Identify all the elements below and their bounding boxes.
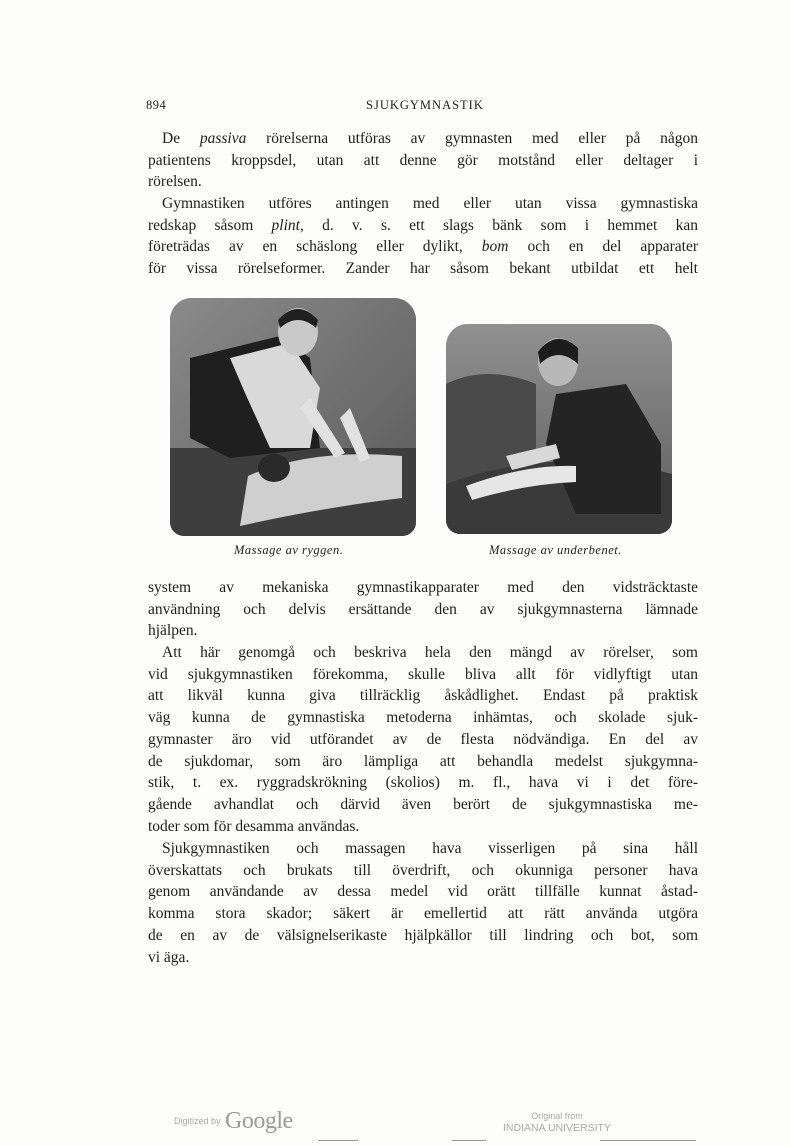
emphasis: passiva — [199, 130, 247, 147]
google-logo: Google — [224, 1108, 293, 1134]
page-number: 894 — [146, 98, 167, 112]
original-from-label: Original from — [531, 1111, 583, 1121]
text-line: de en av de välsignelserikaste hjälpkällor till lindring och bot, som — [148, 926, 698, 944]
text-line: stik, t. ex. ryggradskrökning (skolios) m. fl., hava vi i det före- — [148, 774, 698, 792]
text-line: hjälpen. — [148, 622, 198, 640]
emphasis: bom — [481, 238, 509, 256]
original-from — [498, 1110, 616, 1134]
paragraph-2 — [148, 193, 698, 280]
text-line: toder som för desamma användas. — [148, 817, 360, 835]
text-line: rörelsen. — [148, 173, 202, 191]
text-line: företrädas av en schäslong eller dylikt, bom och en del apparater — [148, 238, 698, 256]
emphasis: plint, — [271, 216, 304, 234]
university-name: INDIANA UNIVERSITY — [503, 1122, 611, 1134]
lower-leg-massage-illustration — [446, 324, 672, 534]
text-line: redskap såsom plint, d. v. s. ett slags bänk som i hemmet kan — [148, 216, 698, 234]
text-line: Gymnastiken utföres antingen med eller utan vissa gymnastiska — [162, 195, 698, 212]
paragraph-3 — [148, 577, 698, 642]
scan-rule — [318, 1140, 358, 1141]
text-line: vid sjukgymnastiken förekomma, skulle bliva allt för vidlyftigt utan — [148, 665, 698, 683]
text-line: gående avhandlat och därvid även berört de sjukgymnastiska me- — [148, 795, 698, 813]
scan-rule — [452, 1140, 486, 1141]
text-line: användning och delvis ersättande den av sjukgymnasterna lämnade — [148, 600, 698, 618]
paragraph-4 — [148, 642, 698, 837]
text-line: för vissa rörelseformer. Zander har såsom bekant utbildat ett helt — [148, 260, 698, 278]
text-line: gymnaster äro vid utförandet av de flesta nödvändiga. En del av — [148, 730, 698, 748]
back-massage-illustration — [170, 298, 416, 536]
text-line: de sjukdomar, som äro lämpliga att behandla medelst sjukgymna- — [148, 752, 698, 770]
text-line: att likväl kunna giva tillräcklig åskådlighet. Endast på praktisk — [148, 687, 698, 705]
text-line: Att här genomgå och beskriva hela den mängd av rörelser, som — [162, 644, 698, 661]
text-line: Sjukgymnastiken och massagen hava visserligen på sina håll — [162, 840, 698, 857]
paragraph-1 — [148, 128, 698, 193]
text-line: överskattats och brukats till överdrift, och okunniga personer hava — [148, 861, 698, 879]
text-line: genom användande av dessa medel vid orätt tillfälle kunnat åstad- — [148, 883, 698, 901]
figure-back-massage — [170, 298, 416, 536]
figure-caption-lower-leg: Massage av underbenet. — [489, 543, 622, 557]
text-line: komma stora skador; säkert är emellertid att rätt använda utgöra — [148, 905, 698, 923]
figure-caption-back: Massage av ryggen. — [234, 543, 344, 557]
text-line: väg kunna de gymnastiska metoderna inhämtas, och skolade sjuk- — [148, 709, 698, 727]
digitized-by-google — [174, 1108, 293, 1135]
text-line: patientens kroppsdel, utan att denne gör motstånd eller deltager i — [148, 151, 698, 169]
figure-lower-leg-massage — [446, 324, 672, 534]
scan-rule — [600, 1140, 696, 1141]
running-title: SJUKGYMNASTIK — [366, 98, 484, 112]
digitized-by-label: Digitized by — [174, 1116, 221, 1126]
running-header — [146, 98, 698, 118]
text-line: system av mekaniska gymnastikapparater med den vidsträcktaste — [148, 579, 698, 596]
paragraph-5 — [148, 838, 698, 968]
text-line: De passiva rörelserna utföras av gymnasten med eller på någon — [162, 130, 698, 147]
text-line: vi äga. — [148, 948, 190, 966]
